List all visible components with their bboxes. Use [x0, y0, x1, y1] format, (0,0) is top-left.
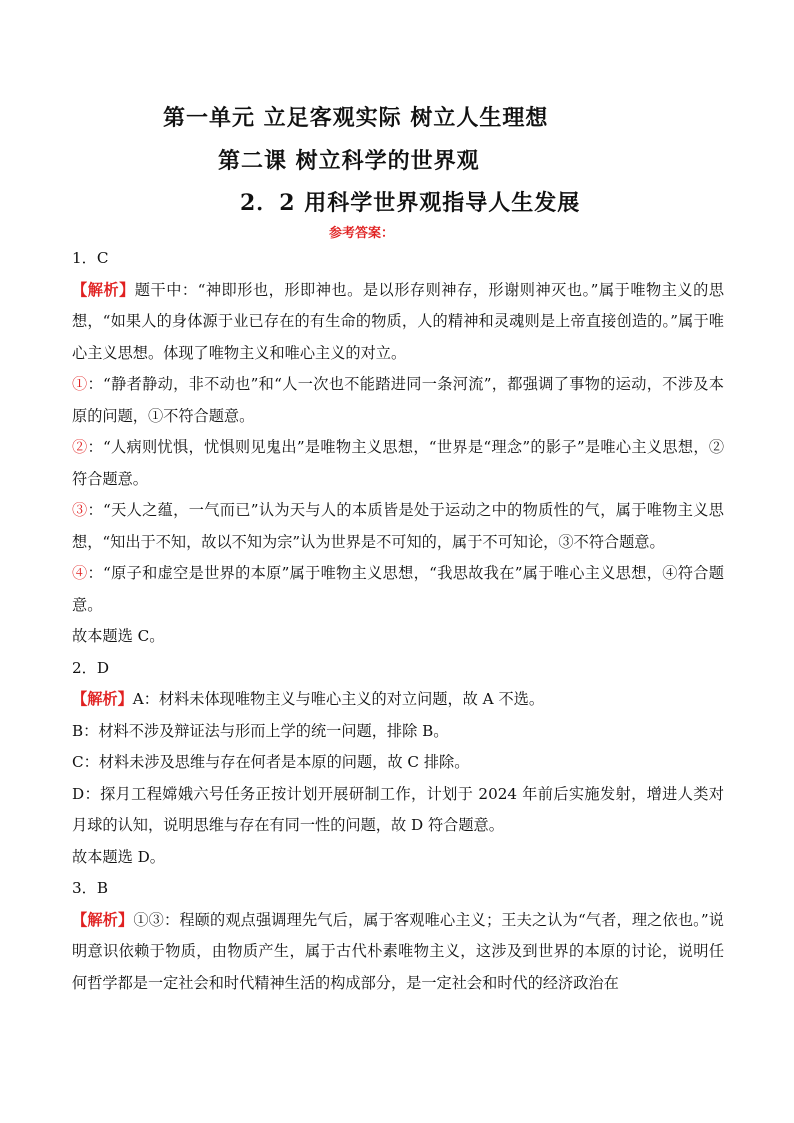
option-text: ：“原子和虚空是世界的本原”属于唯物主义思想，“我思故我在”属于唯心主义思想，④符合题意。 [72, 564, 724, 614]
analysis-line: B：材料不涉及辩证法与形而上学的统一问题，排除 B。 [72, 721, 449, 740]
answer-body [72, 243, 724, 999]
analysis-line: D：探月工程嫦娥六号任务正按计划开展研制工作，计划于 2024 年前后实施发射，增进人类对月球的认知，说明思维与存在有同一性的问题，故 D 符合题意。 [72, 784, 724, 834]
option-paragraph [72, 495, 724, 558]
analysis-text: ①③：程颐的观点强调理先气后，属于客观唯心主义；王夫之认为“气者，理之依也。”说明意识依赖于物质，由物质产生，属于古代朴素唯物主义，这涉及到世界的本原的讨论，说明任何哲学都是一定社会和时代精神生活的构成部分，是一定社会和时代的经济政治在 [72, 910, 724, 992]
option-paragraph [72, 369, 724, 432]
option-paragraph [72, 432, 724, 495]
section-title: 2．2 用科学世界观指导人生发展 [240, 190, 581, 216]
analysis-line: C：材料未涉及思维与存在何者是本原的问题，故 C 排除。 [72, 753, 470, 771]
answer-label: 1．C [72, 249, 109, 267]
analysis-text: 题干中：“神即形也，形即神也。是以形存则神存，形谢则神灭也。”属于唯物主义的思想，“如果人的身体源于业已存在的有生命的物质，人的精神和灵魂则是上帝直接创造的。”属于唯心主义思想。体现了唯物主义和唯心主义的对立。 [72, 280, 725, 362]
analysis-tag: 【解析】 [72, 280, 135, 299]
answer-label: 3．B [72, 879, 109, 897]
option-marker: ② [72, 438, 88, 456]
analysis-tag: 【解析】 [72, 690, 133, 708]
conclusion: 故本题选 C。 [72, 627, 165, 645]
unit-title: 第一单元 立足客观实际 树立人生理想 [163, 105, 549, 131]
answer-label: 2．D [72, 658, 110, 677]
option-marker: ① [72, 375, 88, 393]
analysis-paragraph [72, 275, 724, 370]
option-marker: ③ [72, 501, 88, 519]
lesson-title: 第二课 树立科学的世界观 [218, 148, 480, 174]
answer-heading: 参考答案： [329, 226, 395, 241]
analysis-text: A：材料未体现唯物主义与唯心主义的对立问题，故 A 不选。 [132, 690, 545, 708]
analysis-paragraph [72, 684, 724, 716]
option-paragraph [72, 558, 724, 621]
option-text: ：“静者静动，非不动也”和“人一次也不能踏进同一条河流”，都强调了事物的运动，不涉及本原的问题，①不符合题意。 [72, 375, 724, 425]
analysis-paragraph [72, 905, 724, 1000]
analysis-tag: 【解析】 [72, 910, 134, 929]
option-marker: ④ [72, 564, 88, 582]
conclusion: 故本题选 D。 [72, 847, 165, 866]
option-text: ：“人病则忧惧，忧惧则见鬼出”是唯物主义思想，“世界是“理念”的影子”是唯心主义思想，②符合题意。 [72, 438, 725, 488]
option-text: ：“天人之蕴，一气而已”认为天与人的本质皆是处于运动之中的物质性的气，属于唯物主义思想，“知出于不知，故以不知为宗”认为世界是不可知的，属于不可知论，③不符合题意。 [72, 501, 724, 551]
